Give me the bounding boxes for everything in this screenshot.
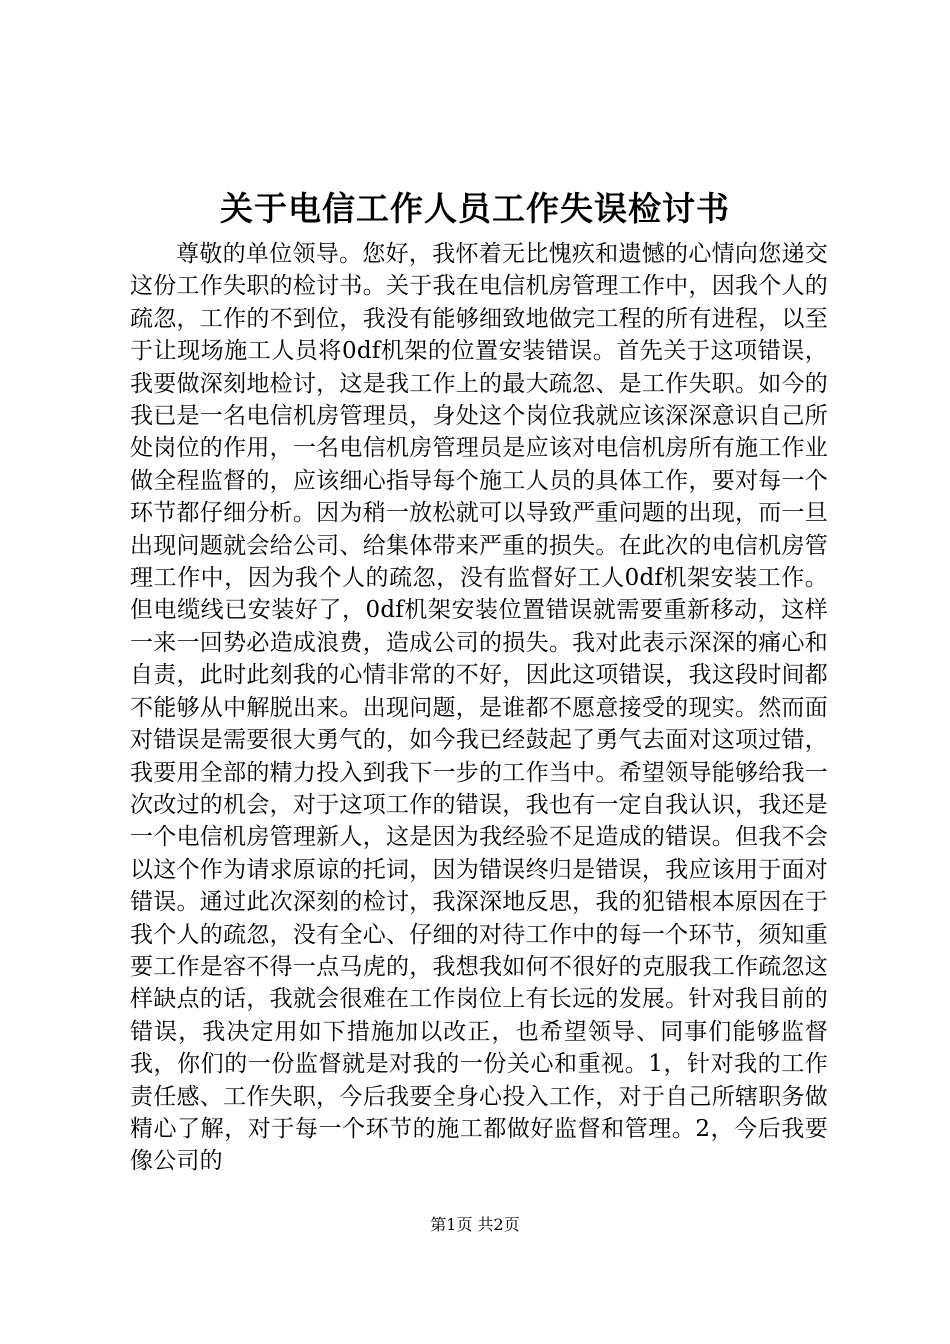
document-body-paragraph: 尊敬的单位领导。您好，我怀着无比愧疚和遗憾的心情向您递交这份工作失职的检讨书。关于我在电信机房管理工作中，因我个人的疏忽，工作的不到位，我没有能够细致地做完工程的所有进程，以至于让现场施工人员将0df机架的位置安装错误。首先关于这项错误，我要做深刻地检讨，这是我工作上的最大疏忽、是工作失职。如今的我已是一名电信机房管理员，身处这个岗位我就应该深深意识自己所处岗位的作用，一名电信机房管理员是应该对电信机房所有施工作业做全程监督的，应该细心指导每个施工人员的具体工作，要对每一个环节都仔细分析。因为稍一放松就可以导致严重问题的出现，而一旦出现问题就会给公司、给集体带来严重的损失。在此次的电信机房管理工作中，因为我个人的疏忽，没有监督好工人0df机架安装工作。但电缆线已安装好了，0df机架安装位置错误就需要重新移动，这样一来一回势必造成浪费，造成公司的损失。我对此表示深深的痛心和自责，此时此刻我的心情非常的不好，因此这项错误，我这段时间都不能够从中解脱出来。出现问题，是谁都不愿意接受的现实。然而面对错误是需要很大勇气的，如今我已经鼓起了勇气去面对这项过错，我要用全部的精力投入到我下一步的工作当中。希望领导能够给我一次改过的机会，对于这项工作的错误，我也有一定自我认识，我还是一个电信机房管理新人，这是因为我经验不足造成的错误。但我不会以这个作为请求原谅的托词，因为错误终归是错误，我应该用于面对错误。通过此次深刻的检讨，我深深地反思，我的犯错根本原因在于我个人的疏忽，没有全心、仔细的对待工作中的每一个环节，须知重要工作是容不得一点马虎的，我想我如何不很好的克服我工作疏忽这样缺点的话，我就会很难在工作岗位上有长远的发展。针对我目前的错误，我决定用如下措施加以改正，也希望领导、同事们能够监督我，你们的一份监督就是对我的一份关心和重视。1，针对我的工作责任感、工作失职，今后我要全身心投入工作，对于自己所辖职务做精心了解，对于每一个环节的施工都做好监督和管理。2，今后我要像公司的 xyxy=(130,241,828,1175)
page-number-footer: 第1页 共2页 xyxy=(430,1215,520,1234)
document-title: 关于电信工作人员工作失误检讨书 xyxy=(220,189,730,228)
